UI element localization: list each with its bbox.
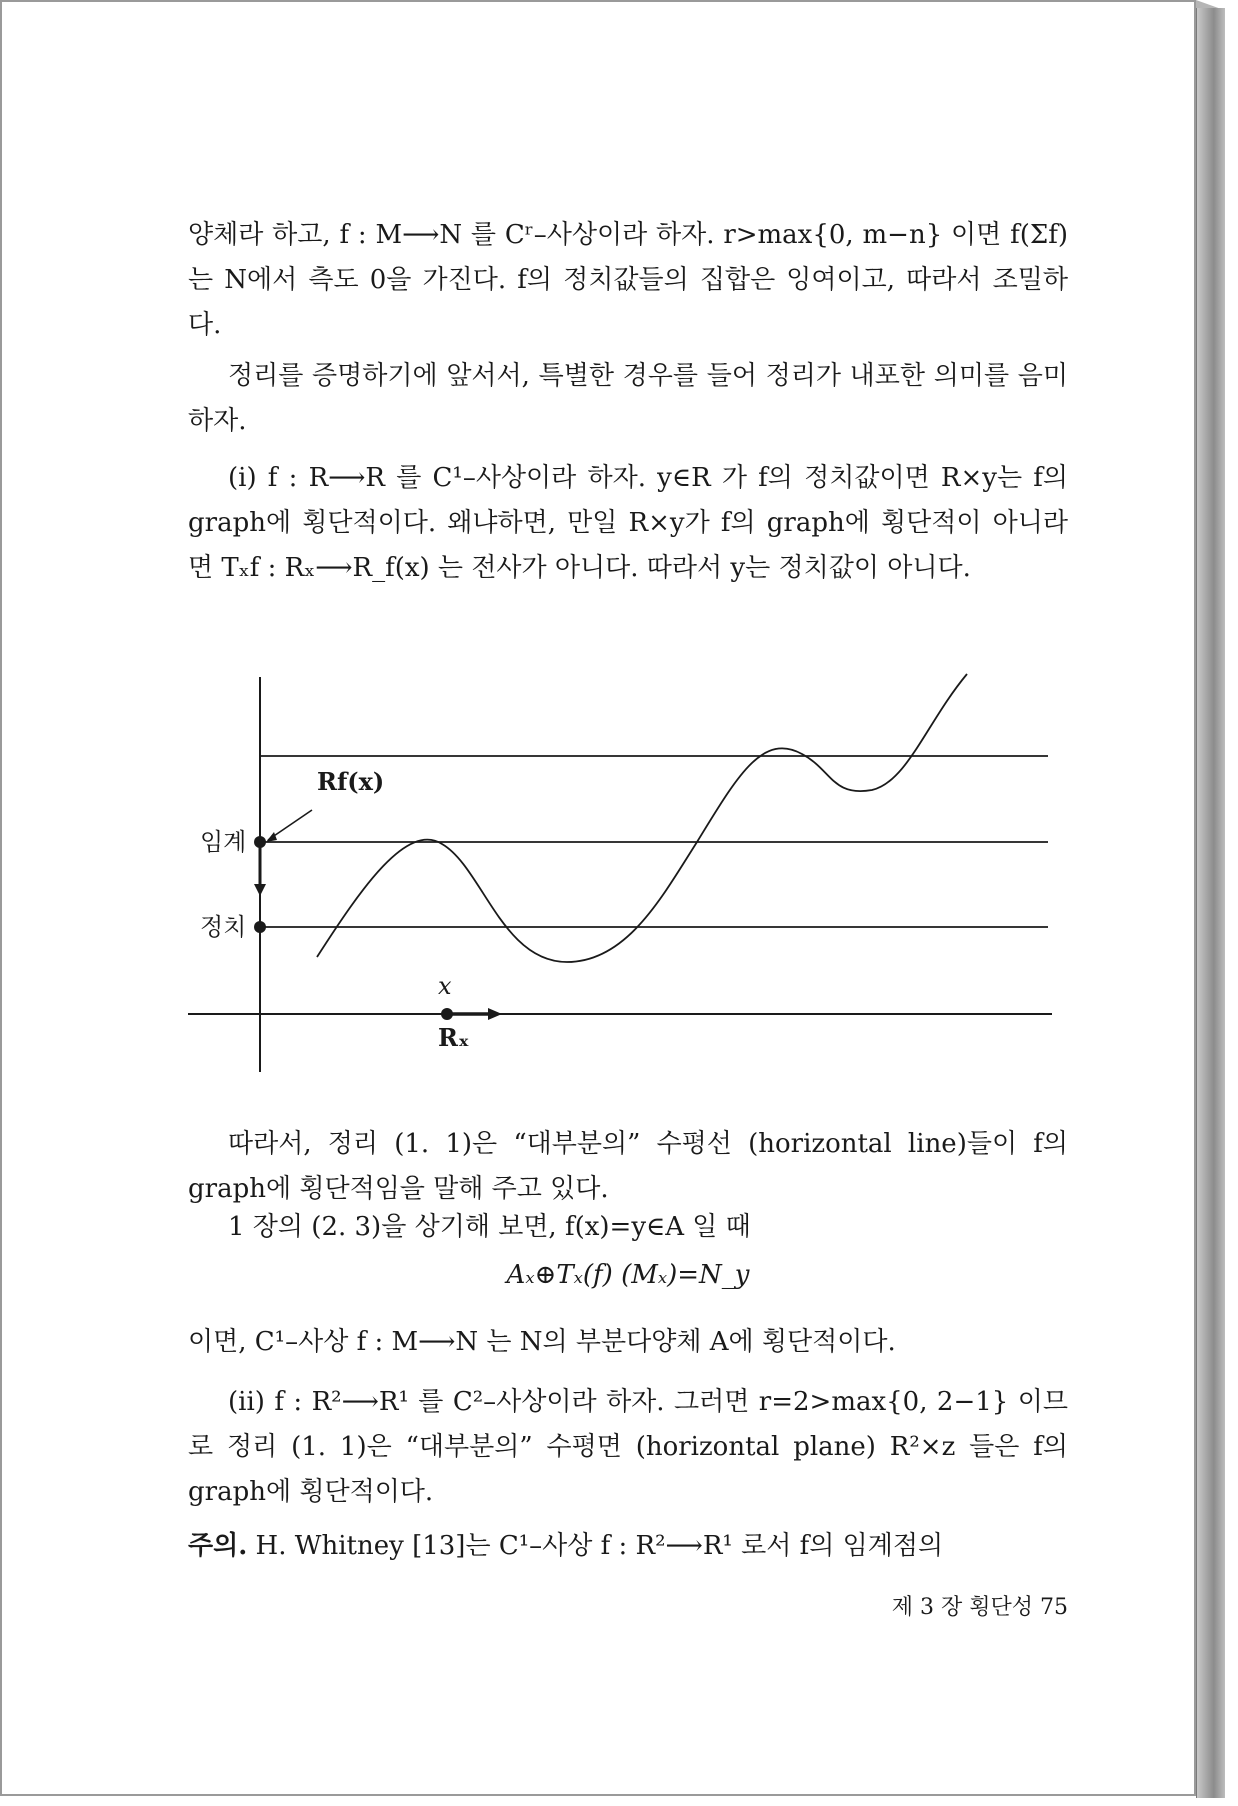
paragraph-theorem-continued: 양체라 하고, f : M⟶N 를 Cʳ–사상이라 하자. r>max{0, m−n} 이면 f(Σf)는 N에서 측도 0을 가진다. f의 정치값들의 집합은 잉여이고, 따라서 조밀하다. [188, 220, 1068, 340]
rfx-pointer-head [266, 832, 277, 842]
paragraph-case-i: (i) f : R⟶R 를 C¹–사상이라 하자. y∈R 가 f의 정치값이면 R×y는 f의 graph에 횡단적이다. 왜냐하면, 만일 R×y가 f의 graph에 횡단적이 아니라면 Tₓf : Rₓ⟶R_f(x) 는 전사가 아니다. 따라서 y는 정치값이 아니다. [188, 463, 1068, 583]
tangent-arrowhead [488, 1008, 502, 1020]
label-rfx: Rf(x) [317, 767, 385, 796]
label-rx: Rₓ [438, 1023, 470, 1052]
note-body: H. Whitney [13]는 C¹–사상 f : R²⟶R¹ 로서 f의 임계점의 [247, 1531, 944, 1561]
paragraph-transversal-def: 이면, C¹–사상 f : M⟶N 는 N의 부분다양체 A에 횡단적이다. [188, 1327, 896, 1357]
paragraph-note [188, 1524, 1068, 1569]
equation-transversality: Aₓ⊕Tₓ(f) (Mₓ)=N_y [506, 1260, 750, 1290]
graph-curve [317, 674, 967, 962]
transversality-figure [182, 662, 1062, 1082]
page-footer: 제 3 장 횡단성 75 [891, 1595, 1068, 1620]
paragraph-intro: 정리를 증명하기에 앞서서, 특별한 경우를 들어 정리가 내포한 의미를 음미하자. [188, 361, 1068, 436]
label-critical: 임계 [200, 828, 247, 856]
book-spine-shadow [1196, 8, 1225, 1798]
label-x: x [438, 972, 452, 1000]
label-regular: 정치 [200, 913, 247, 941]
paragraph-recall: 1 장의 (2. 3)을 상기해 보면, f(x)=y∈A 일 때 [228, 1212, 751, 1242]
paragraph-conclusion: 따라서, 정리 (1. 1)은 “대부분의” 수평선 (horizontal line)들이 f의 graph에 횡단적임을 말해 주고 있다. [188, 1129, 1068, 1204]
regular-point-dot [254, 921, 266, 933]
paragraph-case-ii: (ii) f : R²⟶R¹ 를 C²–사상이라 하자. 그러면 r=2>max{0, 2−1} 이므로 정리 (1. 1)은 “대부분의” 수평면 (horizontal plane) R²×z 들은 f의 graph에 횡단적이다. [188, 1387, 1068, 1507]
note-heading: 주의. [188, 1531, 248, 1561]
axis-down-arrowhead [254, 884, 266, 896]
